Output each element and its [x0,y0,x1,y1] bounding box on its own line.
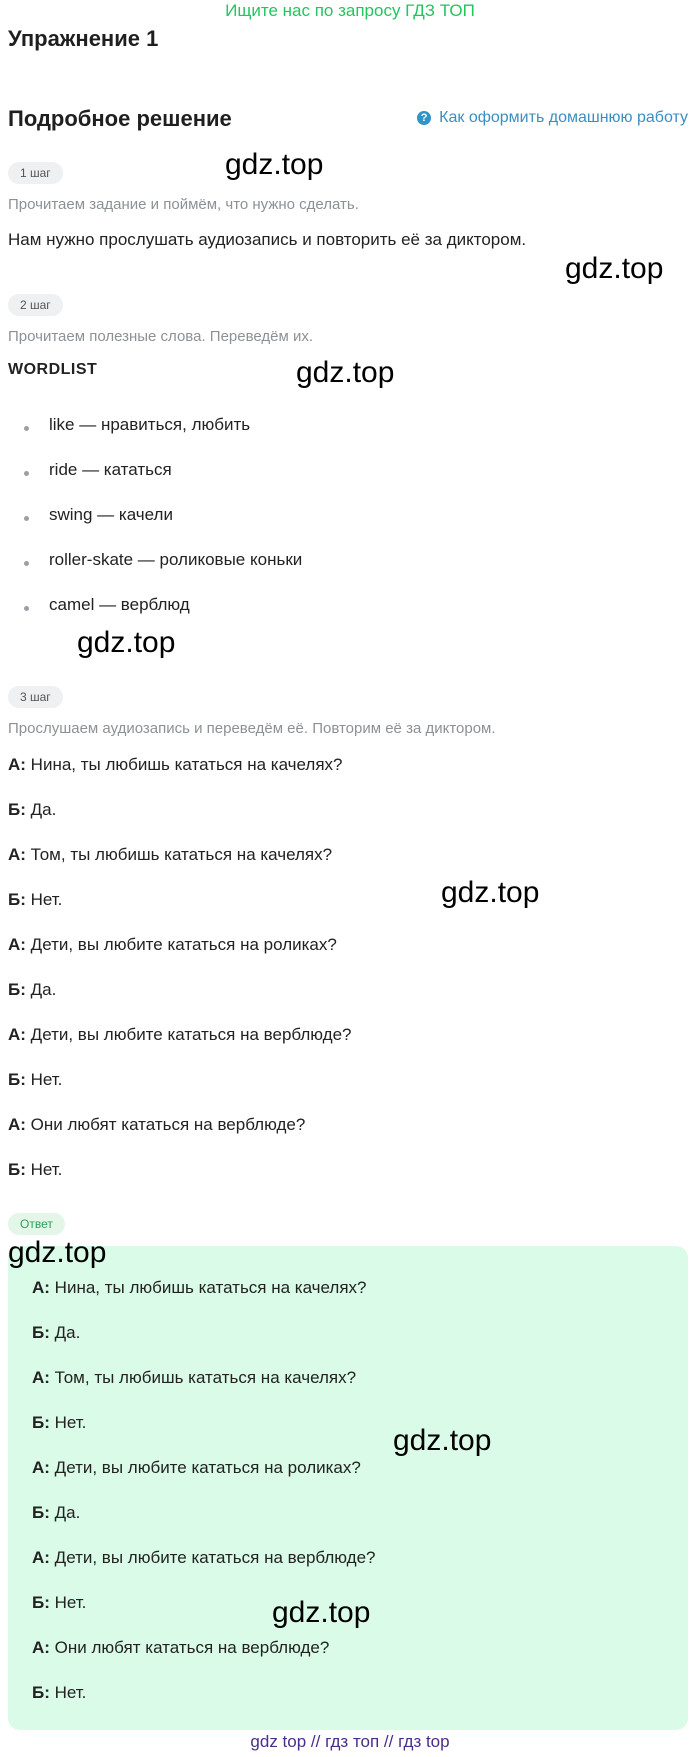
answer-badge: Ответ [8,1213,65,1235]
list-item: roller-skate — роликовые коньки [49,550,303,569]
answer-line: А: Нина, ты любишь кататься на качелях? [32,1278,367,1297]
section-title: Подробное решение [8,106,232,131]
watermark: gdz.top [8,1236,107,1269]
answer-line: Б: Нет. [32,1413,87,1432]
dialog-line: А: Дети, вы любите кататься на верблюде? [8,1025,352,1044]
howto-label: Как оформить домашнюю работу [439,109,688,126]
step-badge: 3 шаг [8,686,63,708]
dialog-line: А: Том, ты любишь кататься на качелях? [8,845,333,864]
dialog-line: А: Нина, ты любишь кататься на качелях? [8,755,343,774]
howto-link[interactable] [417,109,688,127]
watermark: gdz.top [296,356,395,389]
wordlist-heading: WORDLIST [8,361,98,378]
watermark: gdz.top [393,1424,492,1457]
step-hint: Прослушаем аудиозапись и переведём её. Повторим её за диктором. [8,720,496,737]
top-banner: Ищите нас по запросу ГДЗ ТОП [225,1,475,20]
watermark: gdz.top [77,626,176,659]
step-text: Нам нужно прослушать аудиозапись и повторить её за диктором. [8,230,527,249]
answer-line: Б: Нет. [32,1593,87,1612]
answer-line: А: Они любят кататься на верблюде? [32,1638,330,1657]
answer-line: А: Дети, вы любите кататься на роликах? [32,1458,361,1477]
answer-line: Б: Нет. [32,1683,87,1702]
answer-line: Б: Да. [32,1323,81,1342]
bullet-dot [24,426,29,431]
list-item: camel — верблюд [49,595,190,614]
dialog-line: А: Дети, вы любите кататься на роликах? [8,935,337,954]
dialog-line: Б: Да. [8,980,57,999]
bullet-dot [24,516,29,521]
dialog-line: Б: Нет. [8,1160,63,1179]
answer-line: А: Дети, вы любите кататься на верблюде? [32,1548,376,1567]
step-badge: 2 шаг [8,294,63,316]
list-item: like — нравиться, любить [49,415,251,434]
watermark: gdz.top [441,876,540,909]
bullet-dot [24,471,29,476]
page-title: Упражнение 1 [8,26,159,51]
dialog-line: Б: Нет. [8,890,63,909]
footer-links: gdz top // гдз топ // гдз top [250,1732,450,1751]
watermark: gdz.top [565,252,664,285]
watermark: gdz.top [225,148,324,181]
step-hint: Прочитаем полезные слова. Переведём их. [8,328,314,345]
step-hint: Прочитаем задание и поймём, что нужно сделать. [8,196,359,213]
bullet-dot [24,606,29,611]
question-circle-icon: ? [417,111,431,125]
dialog-line: А: Они любят кататься на верблюде? [8,1115,306,1134]
list-item: swing — качели [49,505,173,524]
step-badge: 1 шаг [8,162,63,184]
list-item: ride — кататься [49,460,172,479]
dialog-line: Б: Нет. [8,1070,63,1089]
watermark: gdz.top [272,1596,371,1629]
answer-line: А: Том, ты любишь кататься на качелях? [32,1368,357,1387]
bullet-dot [24,561,29,566]
dialog-line: Б: Да. [8,800,57,819]
answer-line: Б: Да. [32,1503,81,1522]
